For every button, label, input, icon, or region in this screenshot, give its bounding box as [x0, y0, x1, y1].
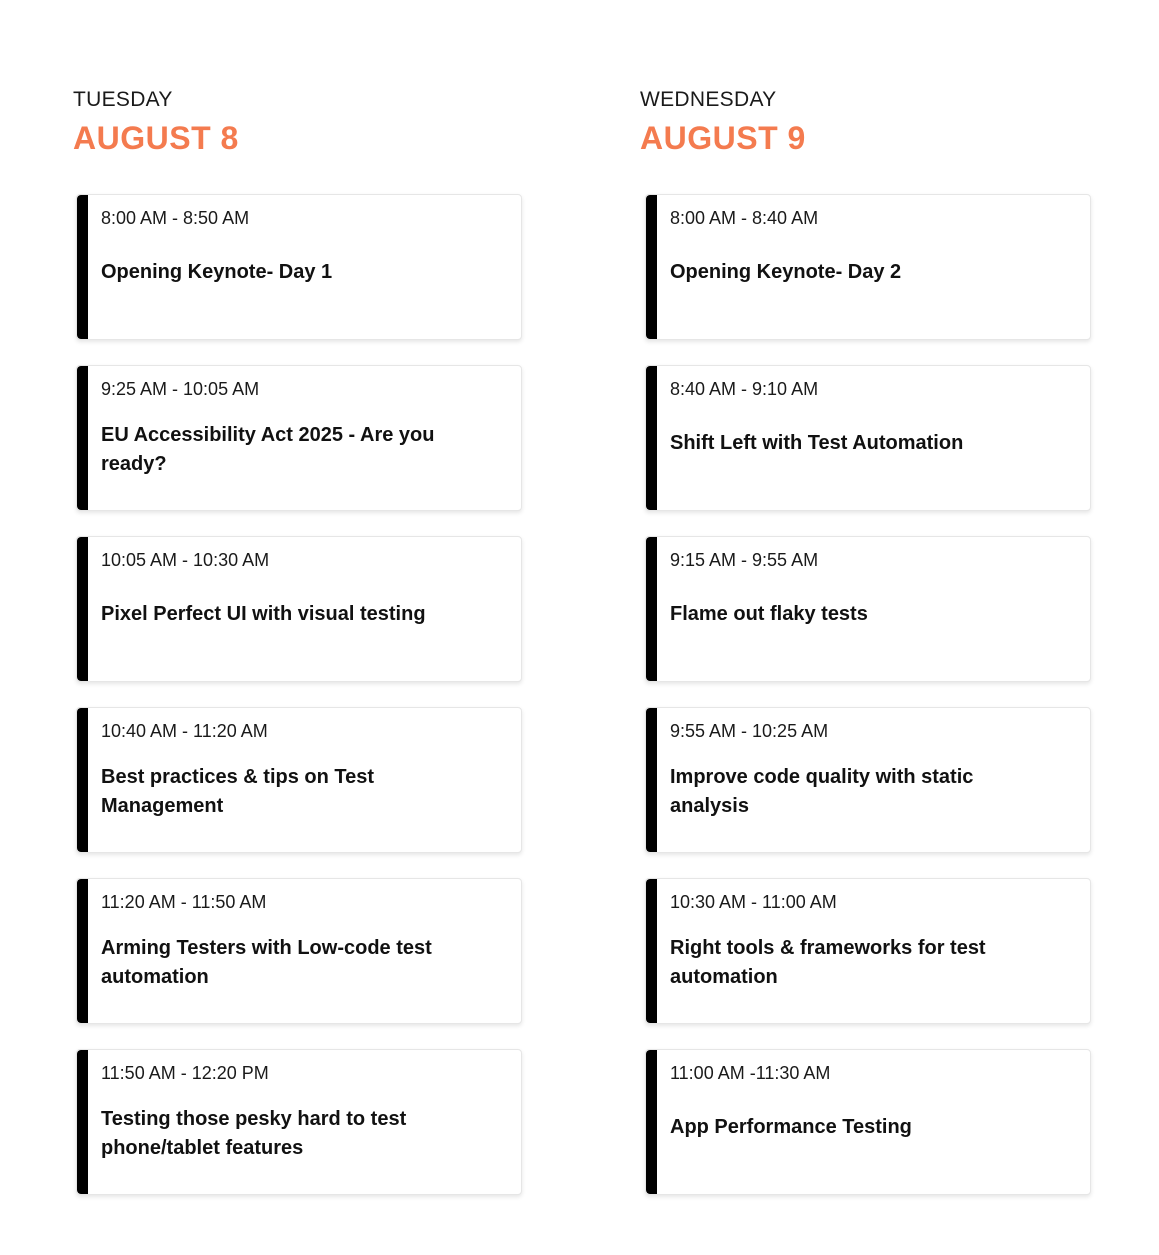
session-title: Testing those pesky hard to test phone/tablet features: [101, 1108, 407, 1159]
accent-bar: [646, 879, 657, 1023]
session-card[interactable]: [645, 878, 1091, 1024]
session-time: 11:20 AM - 11:50 AM: [101, 892, 267, 912]
accent-bar: [77, 879, 88, 1023]
session-title: Arming Testers with Low-code test automation: [101, 937, 432, 988]
session-time: 9:25 AM - 10:05 AM: [101, 379, 260, 399]
session-time: 10:40 AM - 11:20 AM: [101, 721, 268, 741]
session-title: Right tools & frameworks for test automation: [670, 937, 986, 988]
accent-bar: [77, 537, 88, 681]
session-time: 9:55 AM - 10:25 AM: [670, 721, 829, 741]
session-card[interactable]: [76, 1049, 522, 1195]
session-card[interactable]: [76, 194, 522, 340]
date-heading: AUGUST 9: [640, 120, 806, 156]
accent-bar: [646, 537, 657, 681]
session-time: 8:40 AM - 9:10 AM: [670, 379, 819, 399]
weekday-label: WEDNESDAY: [640, 88, 777, 111]
session-time: 11:50 AM - 12:20 PM: [101, 1063, 269, 1083]
session-card[interactable]: [76, 365, 522, 511]
accent-bar: [646, 366, 657, 510]
session-card[interactable]: [645, 365, 1091, 511]
session-card[interactable]: [645, 536, 1091, 682]
session-time: 8:00 AM - 8:40 AM: [670, 208, 819, 228]
accent-bar: [646, 195, 657, 339]
date-heading: AUGUST 8: [73, 120, 239, 156]
session-title: Pixel Perfect UI with visual testing: [101, 603, 426, 625]
accent-bar: [646, 1050, 657, 1194]
session-title: Opening Keynote- Day 2: [670, 261, 902, 283]
session-time: 11:00 AM -11:30 AM: [670, 1063, 831, 1083]
accent-bar: [77, 366, 88, 510]
session-title: App Performance Testing: [670, 1116, 912, 1138]
session-card[interactable]: [76, 878, 522, 1024]
session-time: 10:05 AM - 10:30 AM: [101, 550, 270, 570]
session-title: Shift Left with Test Automation: [670, 432, 964, 454]
session-card[interactable]: [645, 194, 1091, 340]
session-card[interactable]: [76, 536, 522, 682]
session-title: Flame out flaky tests: [670, 603, 868, 625]
weekday-label: TUESDAY: [73, 88, 173, 111]
session-card[interactable]: [645, 707, 1091, 853]
session-time: 8:00 AM - 8:50 AM: [101, 208, 250, 228]
session-card[interactable]: [76, 707, 522, 853]
session-time: 10:30 AM - 11:00 AM: [670, 892, 837, 912]
accent-bar: [77, 195, 88, 339]
accent-bar: [646, 708, 657, 852]
session-title: Best practices & tips on Test Management: [101, 766, 375, 817]
session-card[interactable]: [645, 1049, 1091, 1195]
accent-bar: [77, 1050, 88, 1194]
session-title: EU Accessibility Act 2025 - Are you ready?: [101, 424, 435, 475]
session-title: Improve code quality with static analysis: [670, 766, 974, 817]
accent-bar: [77, 708, 88, 852]
session-title: Opening Keynote- Day 1: [101, 261, 333, 283]
session-time: 9:15 AM - 9:55 AM: [670, 550, 819, 570]
